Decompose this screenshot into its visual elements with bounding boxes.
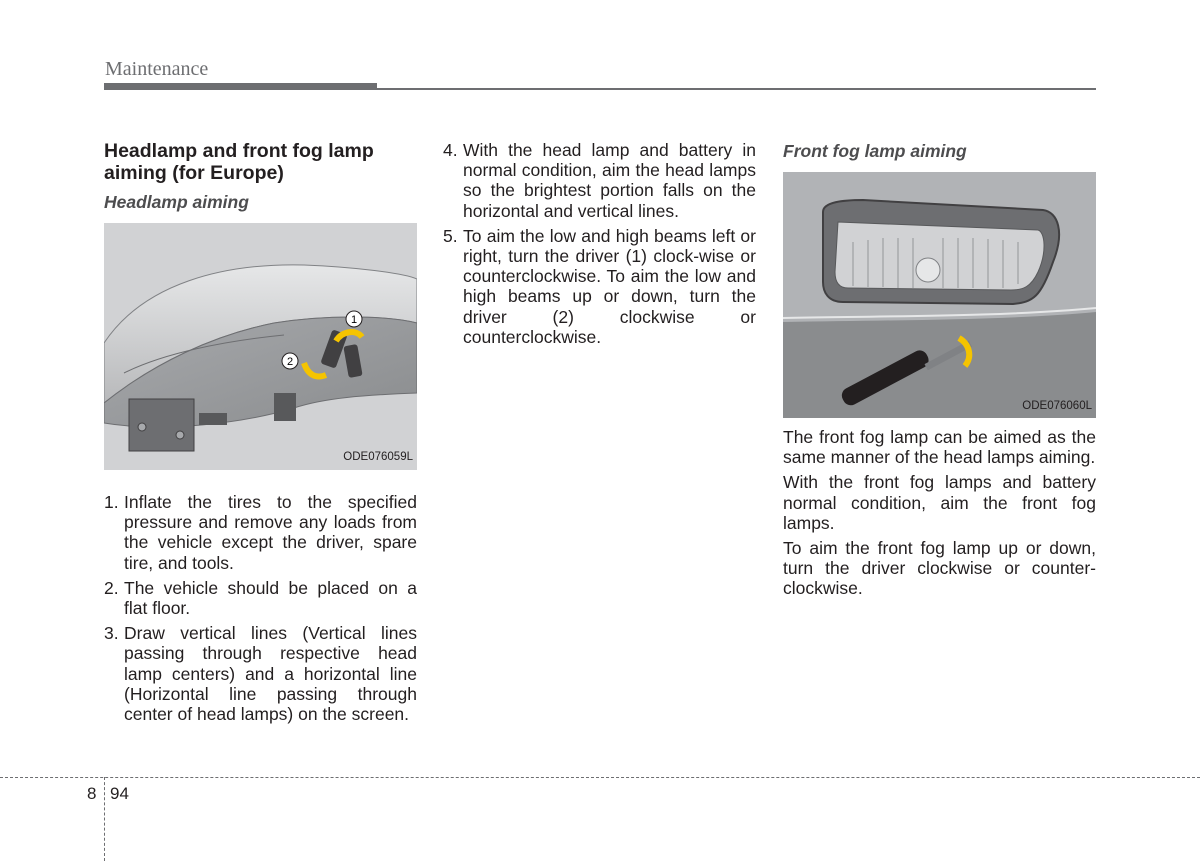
list-item: 4. With the head lamp and battery in normal condition, aim the head lamps so the brightest portion falls on the horizontal and vertical lines. [443,140,756,221]
list-item: 1. Inflate the tires to the specified pressure and remove any loads from the vehicle except the driver, spare tire, and tools. [104,492,417,573]
headlamp-aiming-subtitle: Headlamp aiming [104,192,249,212]
headlamp-illustration [104,223,417,470]
steps-list-2 [443,140,756,347]
headlamp-figure [104,223,417,470]
fog-lamp-figure [783,172,1096,418]
paragraph: The front fog lamp can be aimed as the same manner of the head lamps aiming. [783,427,1096,468]
fog-lamp-illustration [783,172,1096,418]
header-rule-thick [104,83,377,90]
figure-code: ODE076059L [343,450,413,463]
chapter-number: 8 [87,784,97,803]
fog-lamp-aiming-subtitle: Front fog lamp aiming [783,141,967,161]
list-item: 3. Draw vertical lines (Vertical lines passing through respective head lamp centers) and a horizontal line (Horizontal line passing through center of head lamps) on the screen. [104,623,417,725]
figure-code: ODE076060L [1022,399,1092,412]
section-header: Maintenance [105,58,209,80]
section-title: Headlamp and front fog lamp aiming (for Europe) [104,140,374,184]
list-item: 5. To aim the low and high beams left or right, turn the driver (1) clock-wise or counterclockwise. To aim the low and high beams up or down, turn the driver (2) clockwise or counterclockwise. [443,225,756,347]
paragraph: To aim the front fog lamp up or down, turn the driver clockwise or counter-clockwise. [783,538,1096,599]
column-3 [783,140,1096,604]
page-number: 94 [110,784,129,803]
column-2 [443,140,756,352]
steps-list-1 [104,492,417,724]
footer-dashed-rule [0,777,1200,778]
footer-dashed-divider [104,777,105,861]
column-1 [104,140,417,729]
header-rule-thin [377,88,1096,90]
list-item: 2. The vehicle should be placed on a flat floor. [104,577,417,619]
paragraph: With the front fog lamps and battery normal condition, aim the front fog lamps. [783,472,1096,533]
callout-2: 2 [286,356,294,368]
callout-1: 1 [350,314,358,326]
